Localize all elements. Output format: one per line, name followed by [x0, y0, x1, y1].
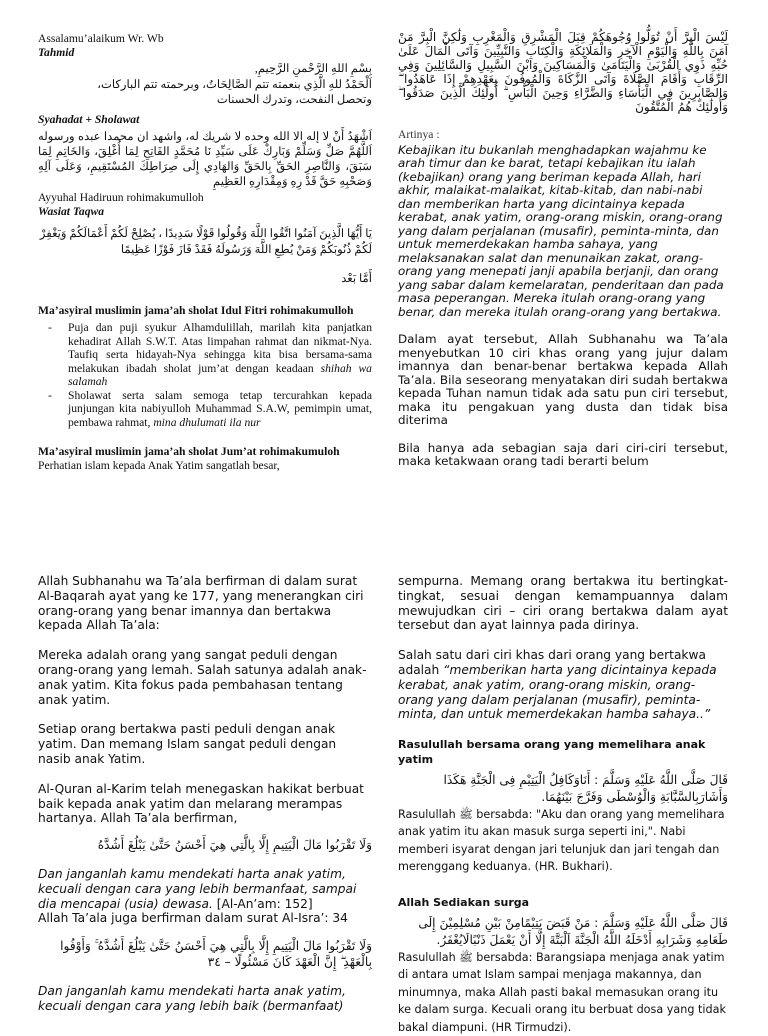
albaqarah-177-arabic: لَيْسَ الْبِرَّ أَنْ تُوَلُّوا وُجُوهَكُمْ قِبَلَ الْمَشْرِقِ وَالْمَغْرِبِ وَلَٰكِنَّ الْبِرَّ مَنْ آمَنَ بِاللَّهِ وَالْيَوْمِ الْآخِرِ وَالْمَلَائِكَةِ وَالْكِتَابِ وَالنَّبِيِّينَ وَآتَى الْمَالَ عَلَىٰ حُبِّهِ ذَوِي الْقُرْبَىٰ وَالْيَتَامَىٰ وَالْمَسَاكِينَ وَابْنَ السَّبِيلِ وَالسَّائِلِينَ وَفِي الرِّقَابِ وَأَقَامَ الصَّلَاةَ وَآتَى الزَّكَاةَ وَالْمُوفُونَ بِعَهْدِهِمْ إِذَا عَاهَدُوا ۖ وَالصَّابِرِينَ فِي الْبَأْسَاءِ وَالضَّرَّاءِ وَحِينَ الْبَأْسِ ۗ أُولَٰئِكَ الَّذِينَ صَدَقُوا ۖ وَأُولَٰئِكَ هُمُ الْمُتَّقُونَ	[398, 30, 728, 114]
alanam-152-arabic: وَلَا تَقْرَبُوا مَالَ الْيَتِيمِ إِلَّا بِالَّتِي هِيَ أَحْسَنُ حَتَّىٰ يَبْلُغَ أَشُدَّهُ	[97, 838, 372, 853]
artinya-label: Artinya :	[398, 128, 440, 141]
explanation-paragraph-2: Bila hanya ada sebagian saja dari ciri-ciri tersebut, maka ketakwaan orang tadi berarti belum	[398, 440, 728, 468]
alanam-152-reference: [Al-An’am: 152]	[212, 896, 313, 911]
list-item	[62, 389, 372, 430]
body-paragraph-7-lead: Salah satu dari ciri khas dari orang yang bertakwa adalah	[398, 648, 706, 677]
amma-badu: أَمَّا بَعْد	[341, 272, 372, 285]
body-paragraph-4: Al-Quran al-Karim telah menegaskan hakikat berbuat baik kepada anak yatim dan melarang merampas hartanya. Allah Ta’ala berfirman,	[38, 781, 364, 826]
perhatian-text: Perhatian islam kepada Anak Yatim sangatlah besar,	[38, 458, 280, 472]
tahmid-heading: Tahmid	[38, 45, 75, 59]
body-paragraph-3: Setiap orang bertakwa pasti peduli dengan anak yatim. Dan memang Islam sangat peduli dengan nasib anak Yatim.	[38, 722, 337, 766]
bullet-1-text: Puja dan puji syukur Alhamdulillah, marilah kita panjatkan kehadirat Allah S.W.T. Atas limpahan rahmat dan nikmat-Nya. Taufiq serta hidayah-Nya sehingga kita bisa bersama-sama melakukan ibadah sholat jum’at dengan keadaan	[68, 321, 372, 375]
section-heading-rasulullah: Rasulullah bersama orang yang memelihara anak yatim	[398, 738, 706, 766]
syahadat-heading: Syahadat + Sholawat	[38, 112, 140, 126]
body-paragraph-1: Allah Subhanahu wa Ta’ala berfirman di dalam surat Al-Baqarah ayat yang ke 177, yang menerangkan ciri orang-orang yang benar imannya dan bertakwa kepada Allah Ta’ala:	[38, 574, 364, 633]
top-right-column	[398, 30, 728, 469]
alisra-34-translation: Dan janganlah kamu mendekati harta anak yatim, kecuali dengan cara yang lebih baik (bermanfaat)	[38, 984, 346, 1013]
body-paragraph-7-quote: “memberikan harta yang dicintainya kepada kerabat, anak yatim, orang-orang miskin, orang-orang yang dalam perjalanan (musafir), peminta-minta, dan untuk memerdekakan hamba sahaya..”	[398, 662, 717, 722]
bottom-right-column	[398, 574, 728, 1036]
hadith-2-arabic: قَالَ صَلَّى اللَّهُ عَلَيْهِ وَسَلَّمَ : مَنْ قَبَضَ يَتِيْمًامِنْ بَيْنِ مُسْلِمِيْنَ إِلَى طَعَامِهِ وَشَرَابِهِ أَدْخَلَهُ اللَّهُ الْجَنَّةَ اَلْبَتَّةَ إِلَّا أَنْ يَعْمَلَ ذَنْبًالَايُغْفَرُ.	[418, 915, 728, 947]
tahmid-arabic-1: بِسْمِ اللهِ الرَّحْمنِ الرَّحِيمِ,	[254, 62, 372, 75]
hadith-2-translation: Rasulullah ﷺ bersabda: Barangsiapa menjaga anak yatim di antara umat Islam sampai menjaga makannya, dan minumnya, maka Allah pasti bakal memasukan orang itu ke dalam surga. Kecuali orang itu berbuat dosa yang tidak bakal diampuni. (HR Tirmudzi).	[398, 950, 726, 1034]
tahmid-arabic-2: اَلْحَمْدُ للهِ الَّذِي بنعمته تتم الصَّالِحَاتُ، وبرحمته تتم الباركات،	[97, 77, 372, 91]
list-item	[62, 321, 372, 389]
explanation-paragraph-1: Dalam ayat tersebut, Allah Subhanahu wa Ta’ala menyebutkan 10 ciri khas orang yang jujur dalam imannya dan benar-benar bertakwa kepada Allah Ta’ala. Bila seseorang menyatakan diri sudah bertakwa kepada Tuhan namun tidak ada satu pun ciri tersebut, maka itu pengakuan yang dusta dan tidak bisa diterima	[398, 332, 728, 427]
top-left-column	[38, 32, 372, 472]
wasiat-arabic: يَا أَيُّهَا الَّذِينَ آمَنُوا اتَّقُوا اللَّهَ وَقُولُوا قَوْلًا سَدِيدًا ، يُصْلِحْ لَكُمْ أَعْمَالَكُمْ وَيَغْفِرْ لَكُمْ ذُنُوبَكُمْ وَمَنْ يُطِعِ اللَّهَ وَرَسُولَهُ فَقَدْ فَازَ فَوْزًا عَظِيمًا	[39, 227, 372, 256]
maasyiral-heading-2: Ma’asyiral muslimin jama’ah sholat Jum’at rohimakumuloh	[38, 445, 340, 458]
albaqarah-177-translation: Kebajikan itu bukanlah menghadapkan wajahmu ke arah timur dan ke barat, tetapi kebajikan itu ialah (kebajikan) orang yang beriman kepada Allah, hari akhir, malaikat-malaikat, kitab-kitab, dan nabi-nabi dan memberikan harta yang dicintainya kepada kerabat, anak yatim, orang-orang miskin, orang-orang yang dalam perjalanan (musafir), peminta-minta, dan untuk memerdekakan hamba sahaya, yang melaksanakan salat dan menunaikan zakat, orang-orang yang menepati janji apabila berjanji, dan orang yang sabar dalam kemelaratan, penderitaan dan pada masa peperangan. Mereka itulah orang-orang yang benar, dan mereka itulah orang-orang yang bertakwa.	[398, 142, 724, 319]
alanam-152-translation	[38, 867, 372, 911]
hadith-1-arabic: قَالَ صَلَّى اللَّهُ عَلَيْهِ وَسَلَّمَ : أَنَاوَكَافِلُ الْيَتِيْمِ فِى الْجَنَّةِ هَكَذَا وَأَشَارَبِالسَّبَّابَةِ وَالْوُسْطَى وَفَرَّجَ بَيْنَهُمَا.	[443, 772, 728, 804]
tahmid-arabic-3: وتحصل النفحت، وتدرك الحسنات	[216, 93, 372, 106]
maasyiral-heading-1: Ma’asyiral muslimin jama’ah sholat Idul Fitri rohimakumulloh	[38, 303, 354, 317]
bullet-1-italic: shihah wa salamah	[68, 361, 372, 388]
section-heading-surga: Allah Sediakan surga	[398, 895, 530, 909]
body-paragraph-7	[398, 648, 728, 722]
syahadat-arabic: اَشْهَدُ أَنْ لا إله الا الله وحده لا شريك له، واشهد ان محمدا عبده ورسوله اَللَّهُمَّ صَلِّ وَسَلِّمْ وَبَارِكْ عَلَى سَيِّدِ نَا مُحَمَّدٍ الفَاتِحِ لِمَا أُغْلِقَ، وَالخَاتِمِ لِمَا سَبَقَ، وَالنَّاصِرِ الحَقِّ بِالحَقِّ وَالهَادِي إِلَى صِرَاطِكَ المُسْتَقِيمِ، وَعَلَى آلِهِ وَصَحْبِهِ حَقَّ قَدْ رِهِ وَمِقْدَارِهِ العَظِيمِ	[38, 130, 372, 188]
bottom-left-column	[38, 574, 372, 1014]
alanam-152-translation-text: Dan janganlah kamu mendekati harta anak yatim, kecuali dengan cara yang lebih bermanfaat, sampai dia mencapai (usia) dewasa.	[38, 866, 357, 911]
opening-bullet-list	[38, 321, 372, 429]
body-paragraph-2: Mereka adalah orang yang sangat peduli dengan orang-orang yang lemah. Salah satunya adalah anak-anak yatim. Kita fokus pada pembahasan tentang anak yatim.	[38, 648, 367, 707]
bullet-2-text: Sholawat serta salam semoga tetap tercurahkan kepada junjungan kita nabiyulloh Muhammad S.A.W, pemimpin umat, pembawa rahmat,	[68, 388, 372, 429]
alisra-34-arabic: وَلَا تَقْرَبُوا مَالَ الْيَتِيمِ إِلَّا بِالَّتِي هِيَ أَحْسَنُ حَتَّىٰ يَبْلُغَ أَشُدَّهُ ۚ وَأَوْفُوا بِالْعَهْدِ ۖ إِنَّ الْعَهْدَ كَانَ مَسْئُولًا – ٣٤	[60, 939, 372, 970]
salam-greeting: Assalamu’alaikum Wr. Wb	[38, 32, 164, 45]
wasiat-heading: Wasiat Taqwa	[38, 204, 105, 218]
body-paragraph-5: Allah Ta’ala juga berfirman dalam surat Al-Isra’: 34	[38, 911, 348, 926]
bullet-2-italic: mina dhulumati ila nur	[153, 415, 261, 429]
body-paragraph-6: sempurna. Memang orang bertakwa itu bertingkat-tingkat, sesuai dengan kemampuannya dalam mewujudkan ciri – ciri orang bertakwa dalam ayat tersebut dan ayat lainnya pada dirinya.	[398, 574, 728, 633]
ayyuhal-text: Ayyuhal Hadiruun rohimakumulloh	[38, 191, 204, 204]
hadith-1-translation: Rasulullah ﷺ bersabda: "Aku dan orang yang memelihara anak yatim itu akan masuk surga seperti ini,". Nabi memberi isyarat dengan jari telunjuk dan jari tengah dan merenggang keduanya. (HR. Bukhari).	[398, 807, 725, 874]
